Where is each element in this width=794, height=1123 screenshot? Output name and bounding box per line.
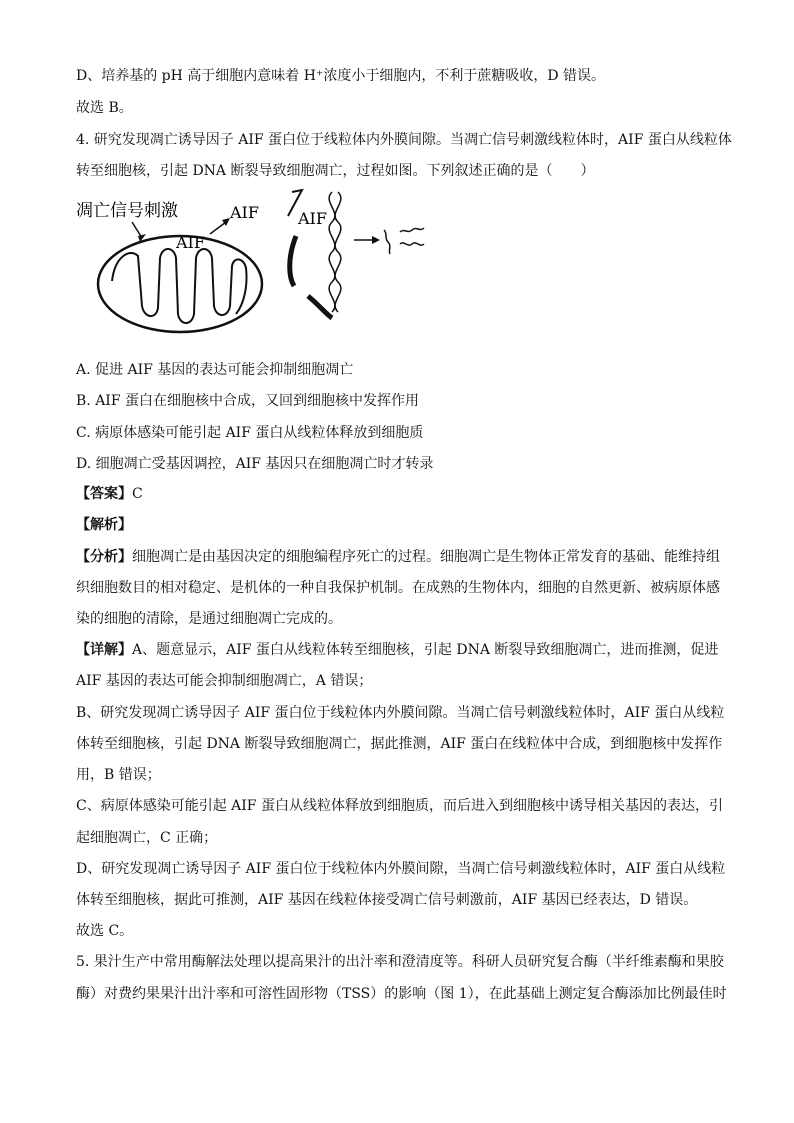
detail-line-3: B、研究发现凋亡诱导因子 AIF 蛋白位于线粒体内外膜间隙。当凋亡信号刺激线粒体时，AIF 蛋白从线粒: [76, 705, 725, 721]
fenxi-line-1: 【分析】细胞凋亡是由基因决定的细胞编程序死亡的过程。细胞凋亡是生物体正常发育的基础、能维持组: [76, 549, 720, 565]
aif-label-inner: AIF: [176, 233, 205, 252]
aif-label-middle: AIF: [230, 203, 259, 222]
conclusion-line: 故选 C。: [76, 923, 134, 939]
dna-fragments: [384, 230, 390, 254]
detail-line-5: 用，B 错误；: [76, 767, 161, 783]
detail-line-7: 起细胞凋亡，C 正确；: [76, 830, 218, 846]
aif-label-nucleus: AIF: [298, 209, 327, 228]
fenxi-line-2: 织细胞数目的相对稳定、是机体的一种自我保护机制。在成熟的生物体内，细胞的自然更新、被病原体感: [76, 580, 720, 596]
answer-line: [76, 484, 143, 504]
question-4-stem-line-1: 4. 研究发现凋亡诱导因子 AIF 蛋白位于线粒体内外膜间隙。当凋亡信号刺激线粒体时，AIF 蛋白从线粒体: [76, 132, 732, 148]
nuclear-envelope-fragment: [290, 236, 296, 286]
line-2: 故选 B。: [76, 100, 133, 116]
detail-line-2: AIF 基因的表达可能会抑制细胞凋亡，A 错误；: [76, 673, 373, 689]
option-d: D. 细胞凋亡受基因调控，AIF 基因只在细胞凋亡时才转录: [76, 456, 434, 472]
question-5-line-1: 5. 果汁生产中常用酶解法处理以提高果汁的出汁率和澄清度等。科研人员研究复合酶（半纤维素酶和果胶: [76, 954, 724, 970]
detail-line-9: 体转至细胞核，据此可推测，AIF 基因在线粒体接受凋亡信号刺激前，AIF 基因已经表达，D 错误。: [76, 892, 698, 908]
signal-label: 凋亡信号刺激: [76, 201, 178, 221]
detail-line-6: C、病原体感染可能引起 AIF 蛋白从线粒体释放到细胞质，而后进入到细胞核中诱导相关基因的表达，引: [76, 798, 723, 814]
detail-tag: 【详解】: [76, 642, 132, 658]
question-4-stem-line-2: 转至细胞核，引起 DNA 断裂导致细胞凋亡，过程如图。下列叙述正确的是（ ）: [76, 163, 595, 179]
detail-line-4: 体转至细胞核，引起 DNA 断裂导致细胞凋亡，据此推测，AIF 蛋白在线粒体中合成，到细胞核中发挥作: [76, 736, 723, 752]
detail-line-1: 【详解】A、题意显示，AIF 蛋白从线粒体转至细胞核，引起 DNA 断裂导致细胞凋亡，进而推测，促进: [76, 642, 719, 658]
aif-apoptosis-diagram: [70, 186, 440, 336]
detail-line-8: D、研究发现凋亡诱导因子 AIF 蛋白位于线粒体内外膜间隙，当凋亡信号刺激线粒体时，AIF 蛋白从线粒: [76, 861, 726, 877]
answer-value: C: [132, 486, 143, 502]
answer-tag: 【答案】: [76, 486, 132, 502]
mitochondrion-cristae: [112, 249, 247, 323]
fenxi-line-3: 染的细胞的清除，是通过细胞凋亡完成的。: [76, 611, 342, 627]
option-a: A. 促进 AIF 基因的表达可能会抑制细胞凋亡: [76, 362, 354, 378]
fenxi-tag: 【分析】: [76, 549, 132, 565]
question-5-line-2: 酶）对费约果果汁出汁率和可溶性固形物（TSS）的影响（图 1），在此基础上测定复合酶添加比例最佳时: [76, 986, 727, 1002]
line-1: D、培养基的 pH 高于细胞内意味着 H⁺浓度小于细胞内，不利于蔗糖吸收，D 错误。: [76, 68, 606, 84]
analysis-heading: 【解析】: [76, 517, 132, 533]
option-c: C. 病原体感染可能引起 AIF 蛋白从线粒体释放到细胞质: [76, 425, 424, 441]
option-b: B. AIF 蛋白在细胞核中合成，又回到细胞核中发挥作用: [76, 393, 419, 409]
dna-helix: [335, 192, 341, 312]
